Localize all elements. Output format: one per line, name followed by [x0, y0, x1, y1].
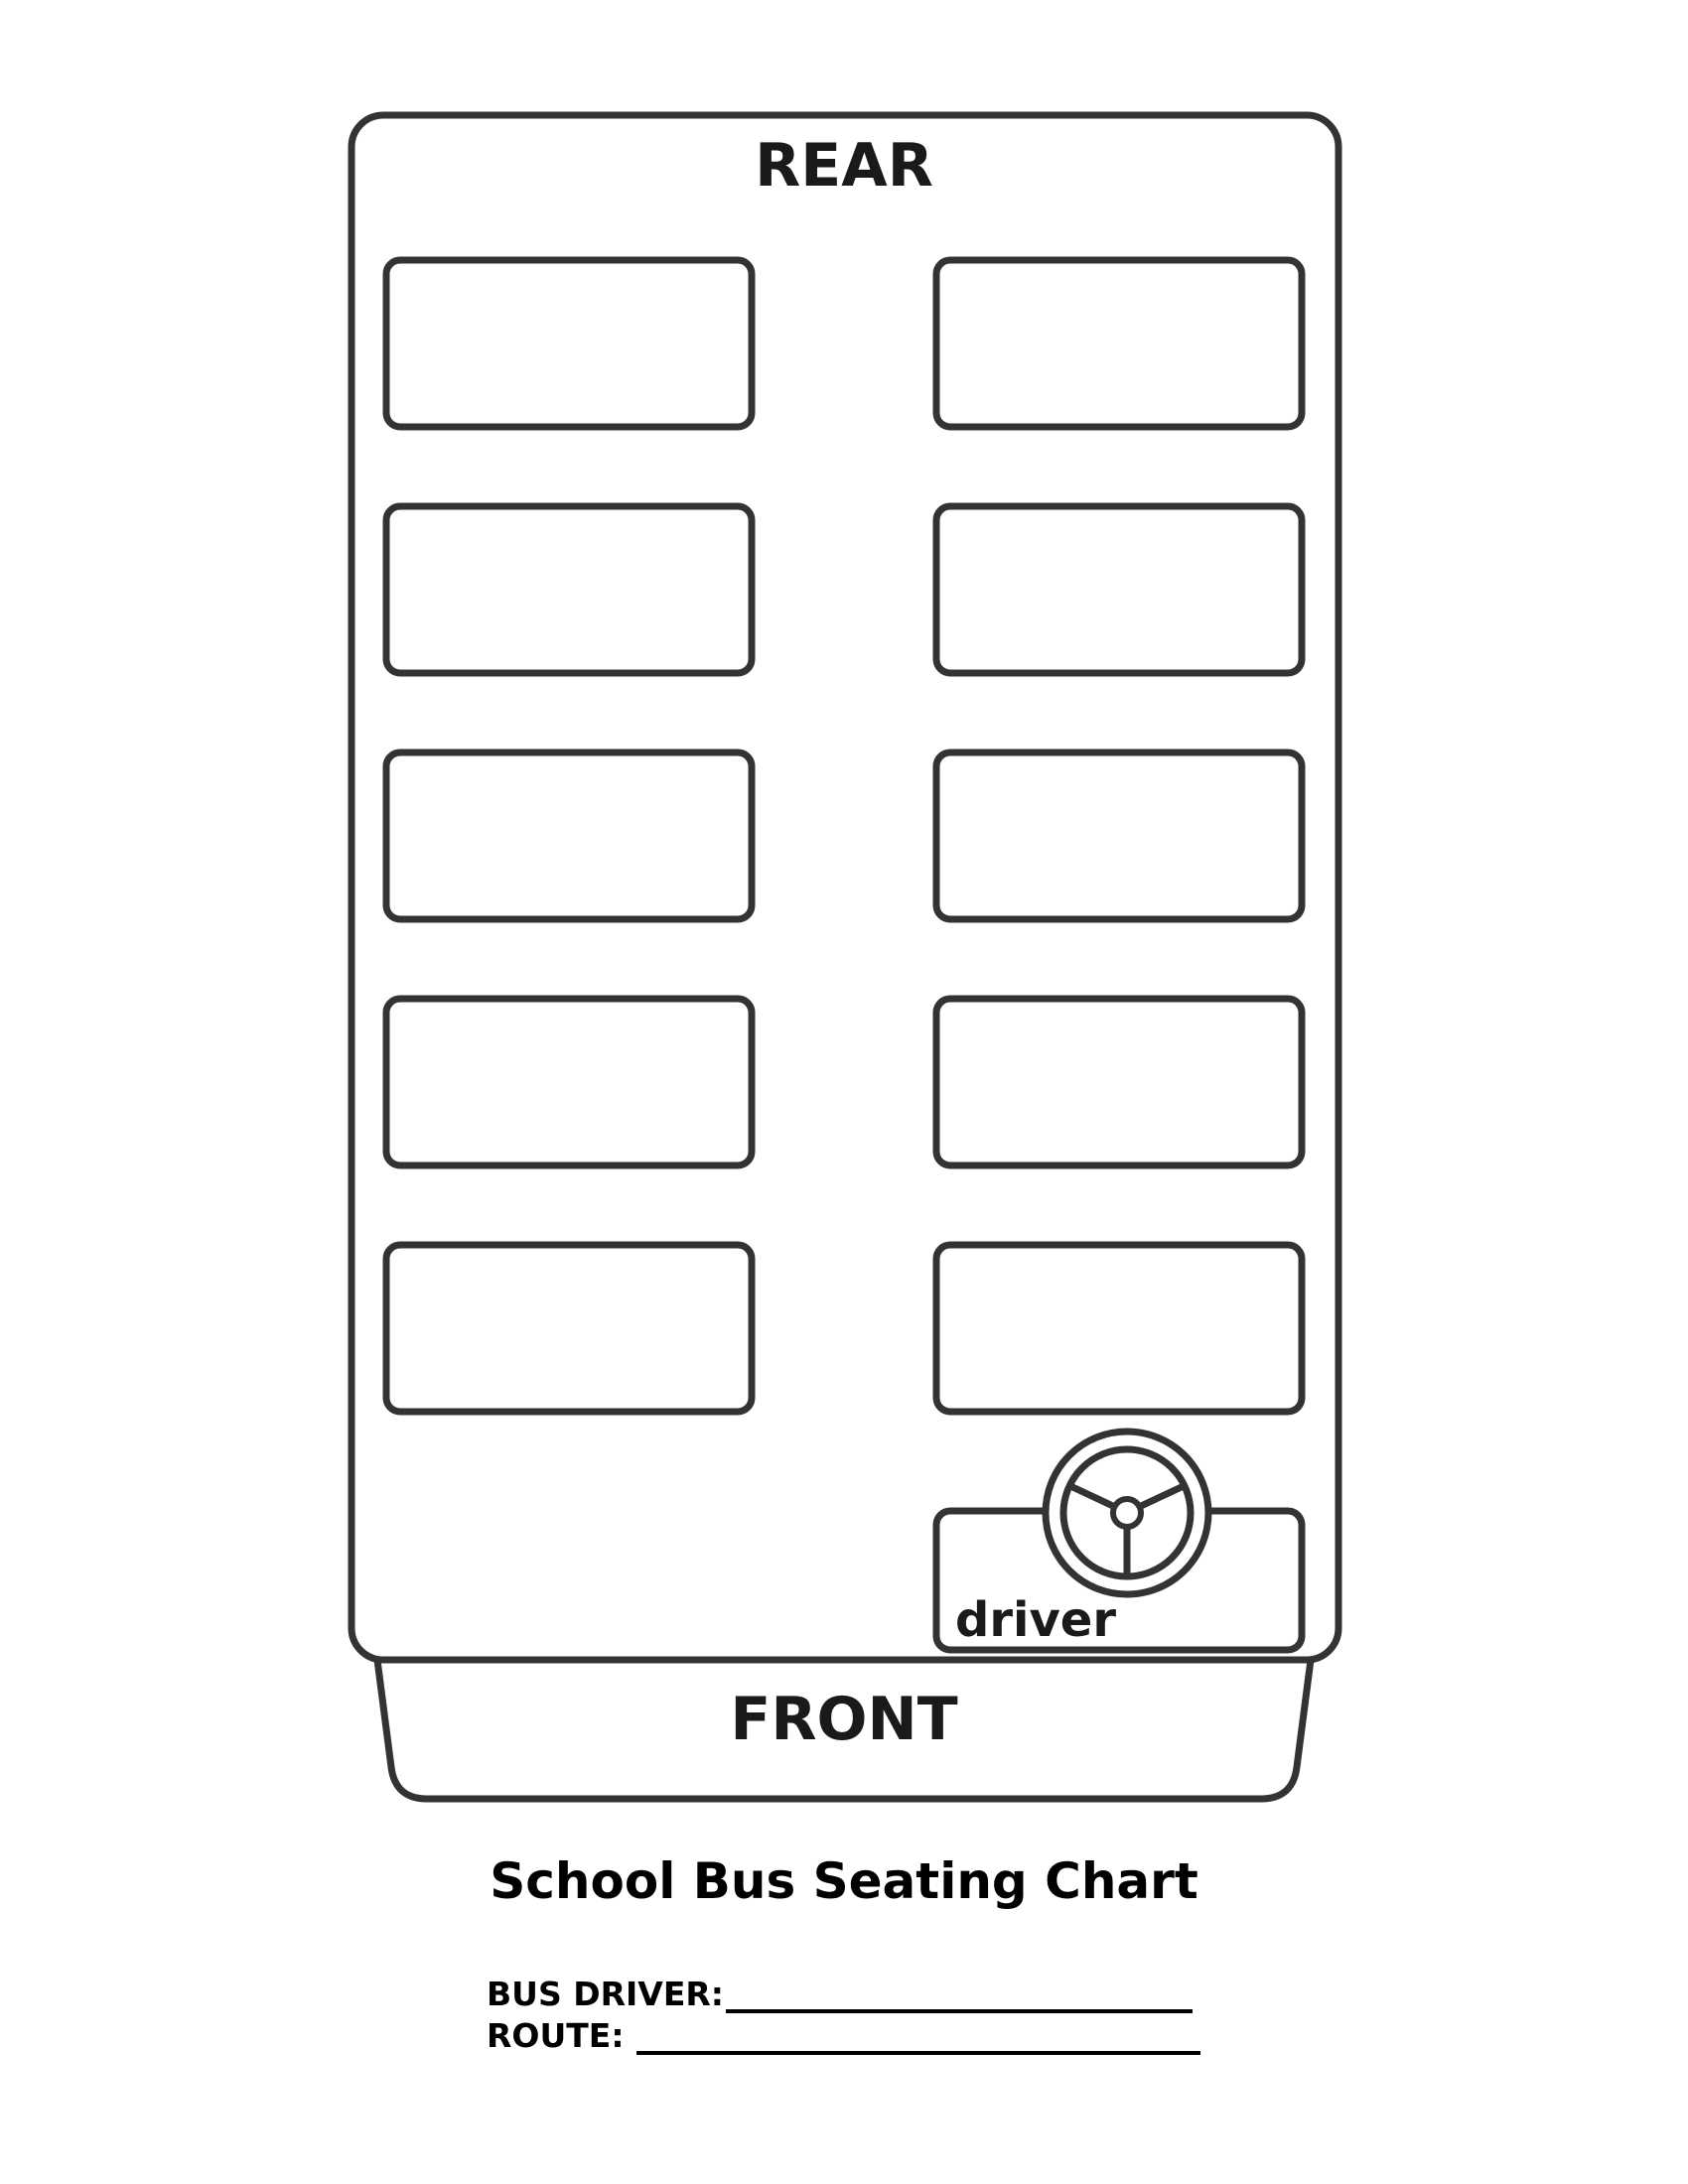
bus-body — [352, 115, 1338, 1660]
seat[interactable] — [936, 999, 1302, 1165]
seat[interactable] — [386, 260, 752, 427]
route-blank-line[interactable] — [636, 2021, 1200, 2055]
seat[interactable] — [386, 1245, 752, 1412]
seat[interactable] — [386, 999, 752, 1165]
seat[interactable] — [936, 1245, 1302, 1412]
page-title: School Bus Seating Chart — [490, 1852, 1198, 1910]
seat[interactable] — [936, 506, 1302, 673]
seat[interactable] — [386, 752, 752, 919]
seat[interactable] — [936, 260, 1302, 427]
front-label: FRONT — [730, 1685, 958, 1754]
bus-driver-field — [487, 1974, 1193, 2013]
seat[interactable] — [386, 506, 752, 673]
bus-driver-label: BUS DRIVER: — [487, 1975, 724, 2013]
route-label: ROUTE: — [487, 2016, 625, 2055]
rear-label: REAR — [755, 131, 933, 201]
bus-driver-blank-line[interactable] — [726, 1979, 1193, 2013]
seat[interactable] — [936, 752, 1302, 919]
route-field — [487, 2015, 1200, 2055]
steering-wheel-icon — [1046, 1432, 1208, 1594]
driver-label: driver — [955, 1592, 1116, 1648]
